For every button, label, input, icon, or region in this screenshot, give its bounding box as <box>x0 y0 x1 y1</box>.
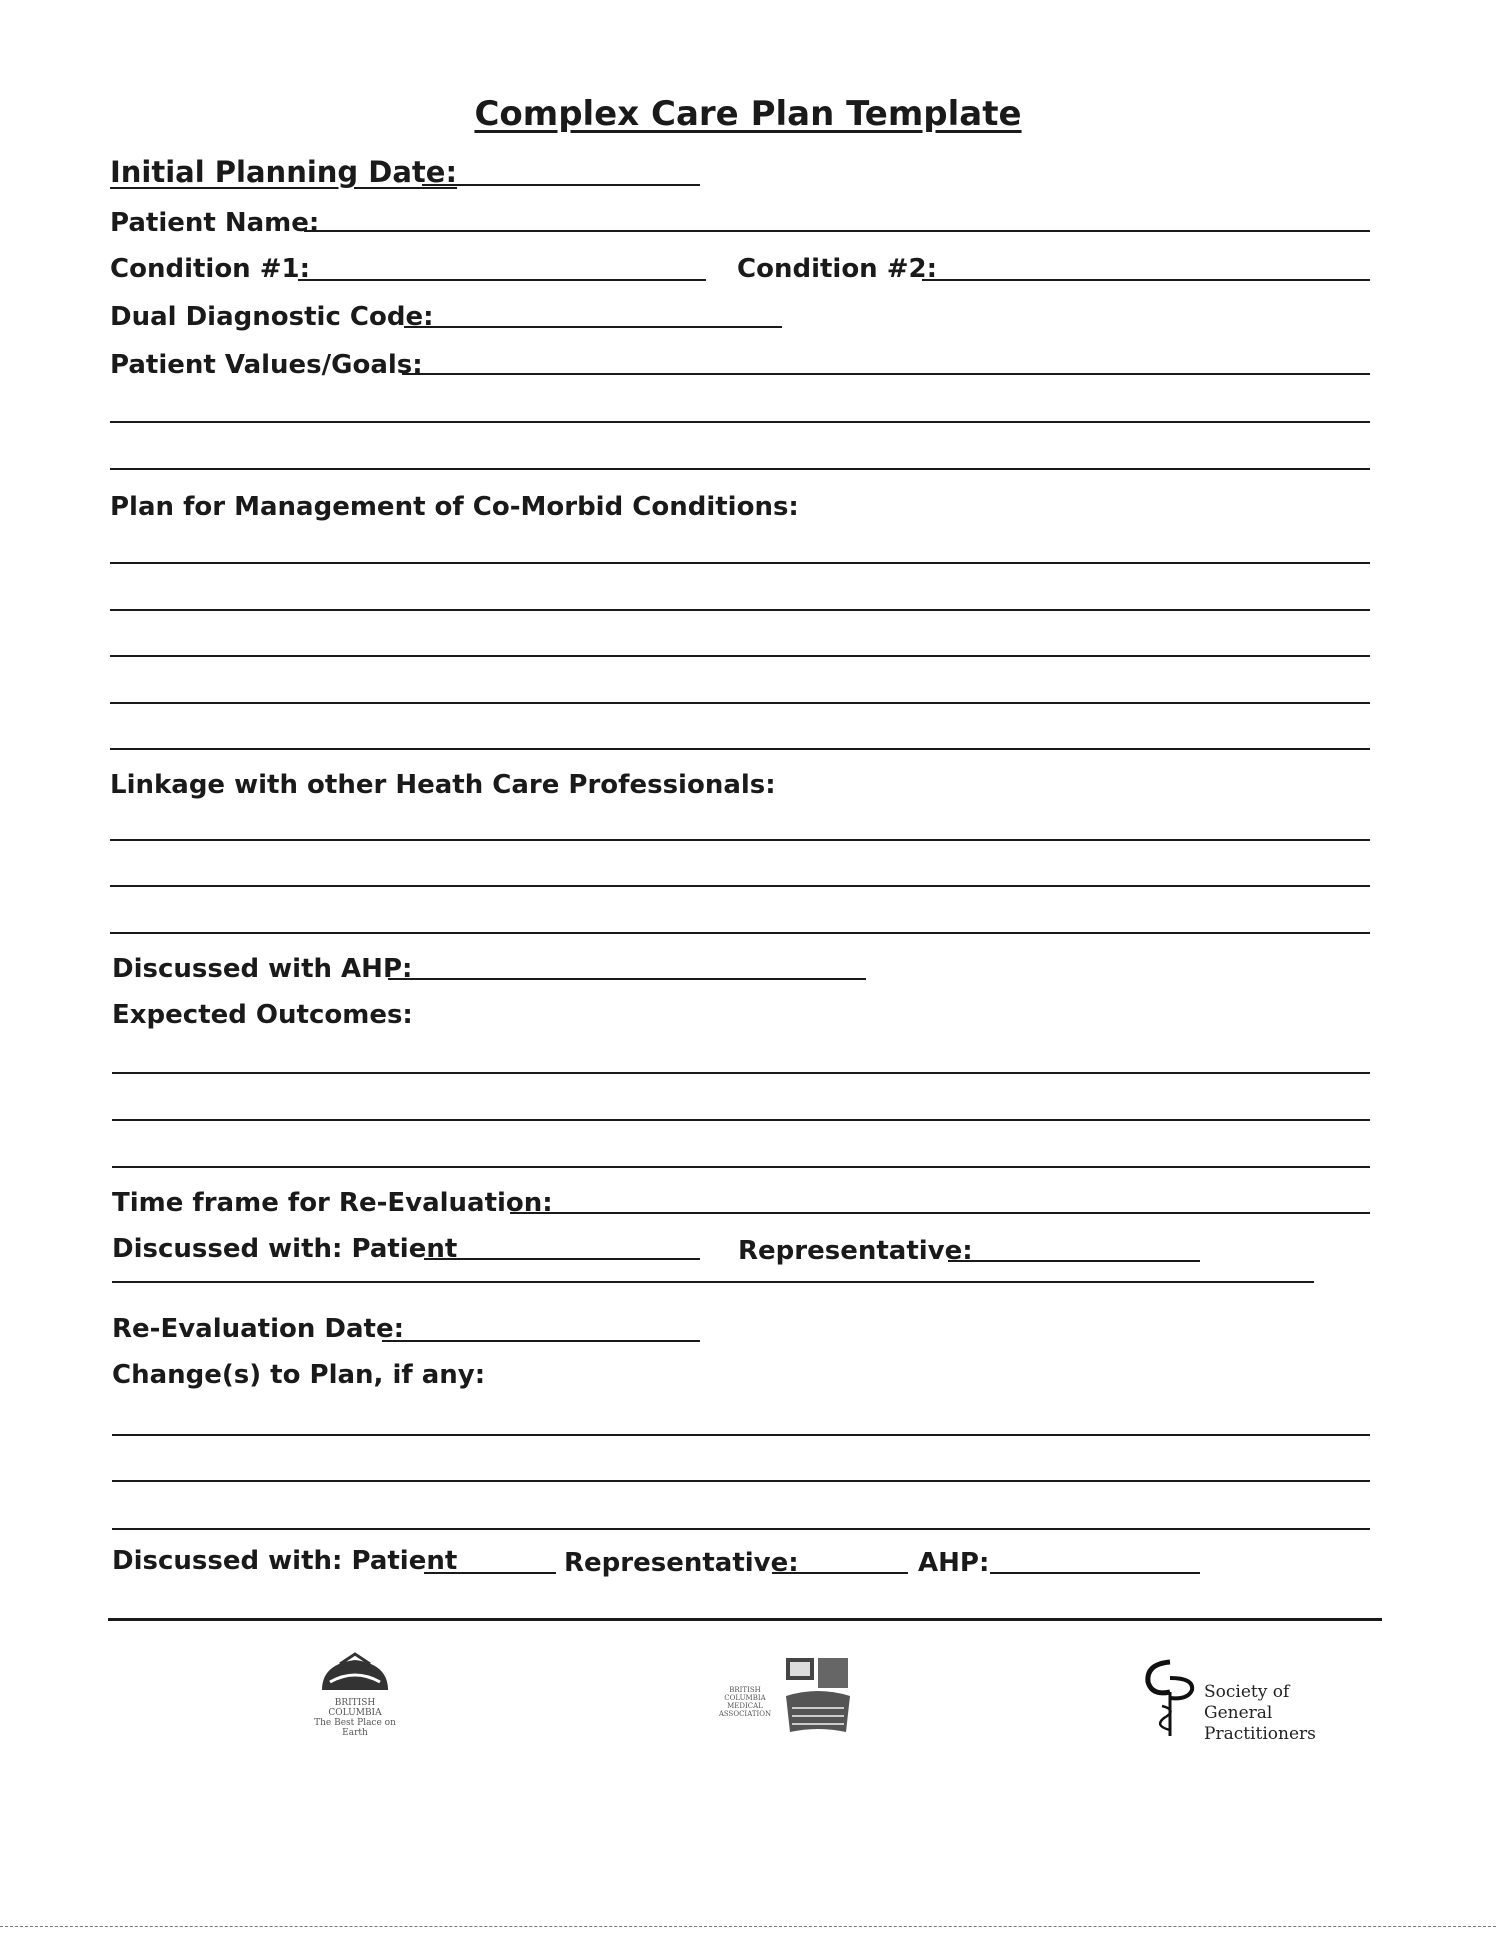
changes-to-plan-line[interactable] <box>112 1434 1370 1436</box>
footer-divider <box>108 1618 1382 1621</box>
bc-crest-icon <box>300 1650 410 1694</box>
condition-1-field[interactable] <box>298 279 706 281</box>
representative-label: Representative: <box>738 1236 973 1266</box>
initial-planning-date-label: Initial Planning Date: <box>110 155 458 189</box>
discussed-with-patient-2-label: Discussed with: Patient <box>112 1546 458 1576</box>
changes-to-plan-line[interactable] <box>112 1528 1370 1530</box>
linkage-line[interactable] <box>110 885 1370 887</box>
bc-logo-line2: COLUMBIA <box>328 1708 382 1718</box>
scan-edge <box>0 1926 1496 1927</box>
dual-diagnostic-code-label: Dual Diagnostic Code: <box>110 302 434 332</box>
patient-values-goals-field[interactable] <box>402 373 1370 375</box>
time-frame-label: Time frame for Re-Evaluation: <box>112 1188 553 1218</box>
discussed-with-patient-2-field[interactable] <box>424 1572 556 1574</box>
sgp-line1: Society of <box>1204 1682 1290 1702</box>
divider <box>112 1281 1314 1283</box>
plan-management-line[interactable] <box>110 609 1370 611</box>
sgp-caduceus-icon <box>1142 1656 1202 1740</box>
re-evaluation-date-label: Re-Evaluation Date: <box>112 1314 405 1344</box>
expected-outcomes-label: Expected Outcomes: <box>112 1000 413 1030</box>
condition-2-field[interactable] <box>922 279 1370 281</box>
bc-logo <box>300 1650 410 1738</box>
sgp-line2: General <box>1204 1703 1273 1723</box>
dual-diagnostic-code-field[interactable] <box>404 326 782 328</box>
expected-outcomes-line[interactable] <box>112 1119 1370 1121</box>
linkage-line[interactable] <box>110 932 1370 934</box>
bc-logo-line1: BRITISH <box>334 1698 376 1708</box>
linkage-label: Linkage with other Heath Care Professionals: <box>110 770 776 800</box>
condition-2-label: Condition #2: <box>737 254 938 284</box>
plan-management-label: Plan for Management of Co-Morbid Conditions: <box>110 492 799 522</box>
re-evaluation-date-field[interactable] <box>382 1340 700 1342</box>
ahp-label: AHP: <box>918 1548 990 1578</box>
sgp-logo-text <box>1204 1682 1316 1745</box>
patient-values-goals-line[interactable] <box>110 468 1370 470</box>
changes-to-plan-label: Change(s) to Plan, if any: <box>112 1360 486 1390</box>
plan-management-line[interactable] <box>110 748 1370 750</box>
bcma-logo <box>712 1656 856 1736</box>
changes-to-plan-line[interactable] <box>112 1480 1370 1482</box>
patient-values-goals-line[interactable] <box>110 421 1370 423</box>
discussed-ahp-label: Discussed with AHP: <box>112 954 413 984</box>
initial-planning-date-field[interactable] <box>422 184 700 186</box>
ahp-field[interactable] <box>990 1572 1200 1574</box>
patient-values-goals-label: Patient Values/Goals: <box>110 350 423 380</box>
patient-name-label: Patient Name: <box>110 208 320 238</box>
representative-2-label: Representative: <box>564 1548 799 1578</box>
bcma-line1: BRITISH <box>729 1686 761 1694</box>
discussed-ahp-field[interactable] <box>388 978 866 980</box>
plan-management-line[interactable] <box>110 702 1370 704</box>
linkage-line[interactable] <box>110 839 1370 841</box>
bcma-crest-icon <box>782 1656 854 1736</box>
expected-outcomes-line[interactable] <box>112 1166 1370 1168</box>
plan-management-line[interactable] <box>110 562 1370 564</box>
sgp-line3: Practitioners <box>1204 1724 1316 1744</box>
page-title: Complex Care Plan Template <box>474 94 1022 134</box>
sgp-logo <box>1142 1656 1202 1740</box>
patient-name-field[interactable] <box>304 230 1370 232</box>
time-frame-field[interactable] <box>510 1212 1370 1214</box>
expected-outcomes-line[interactable] <box>112 1072 1370 1074</box>
condition-1-label: Condition #1: <box>110 254 311 284</box>
bcma-line4: ASSOCIATION <box>718 1710 772 1718</box>
bcma-line2: COLUMBIA <box>724 1694 766 1702</box>
plan-management-line[interactable] <box>110 655 1370 657</box>
bcma-line3: MEDICAL <box>727 1702 763 1710</box>
representative-field[interactable] <box>948 1260 1200 1262</box>
discussed-with-patient-label: Discussed with: Patient <box>112 1234 458 1264</box>
representative-2-field[interactable] <box>772 1572 908 1574</box>
bc-logo-line3: The Best Place on Earth <box>314 1718 396 1738</box>
discussed-with-patient-field[interactable] <box>424 1258 700 1260</box>
